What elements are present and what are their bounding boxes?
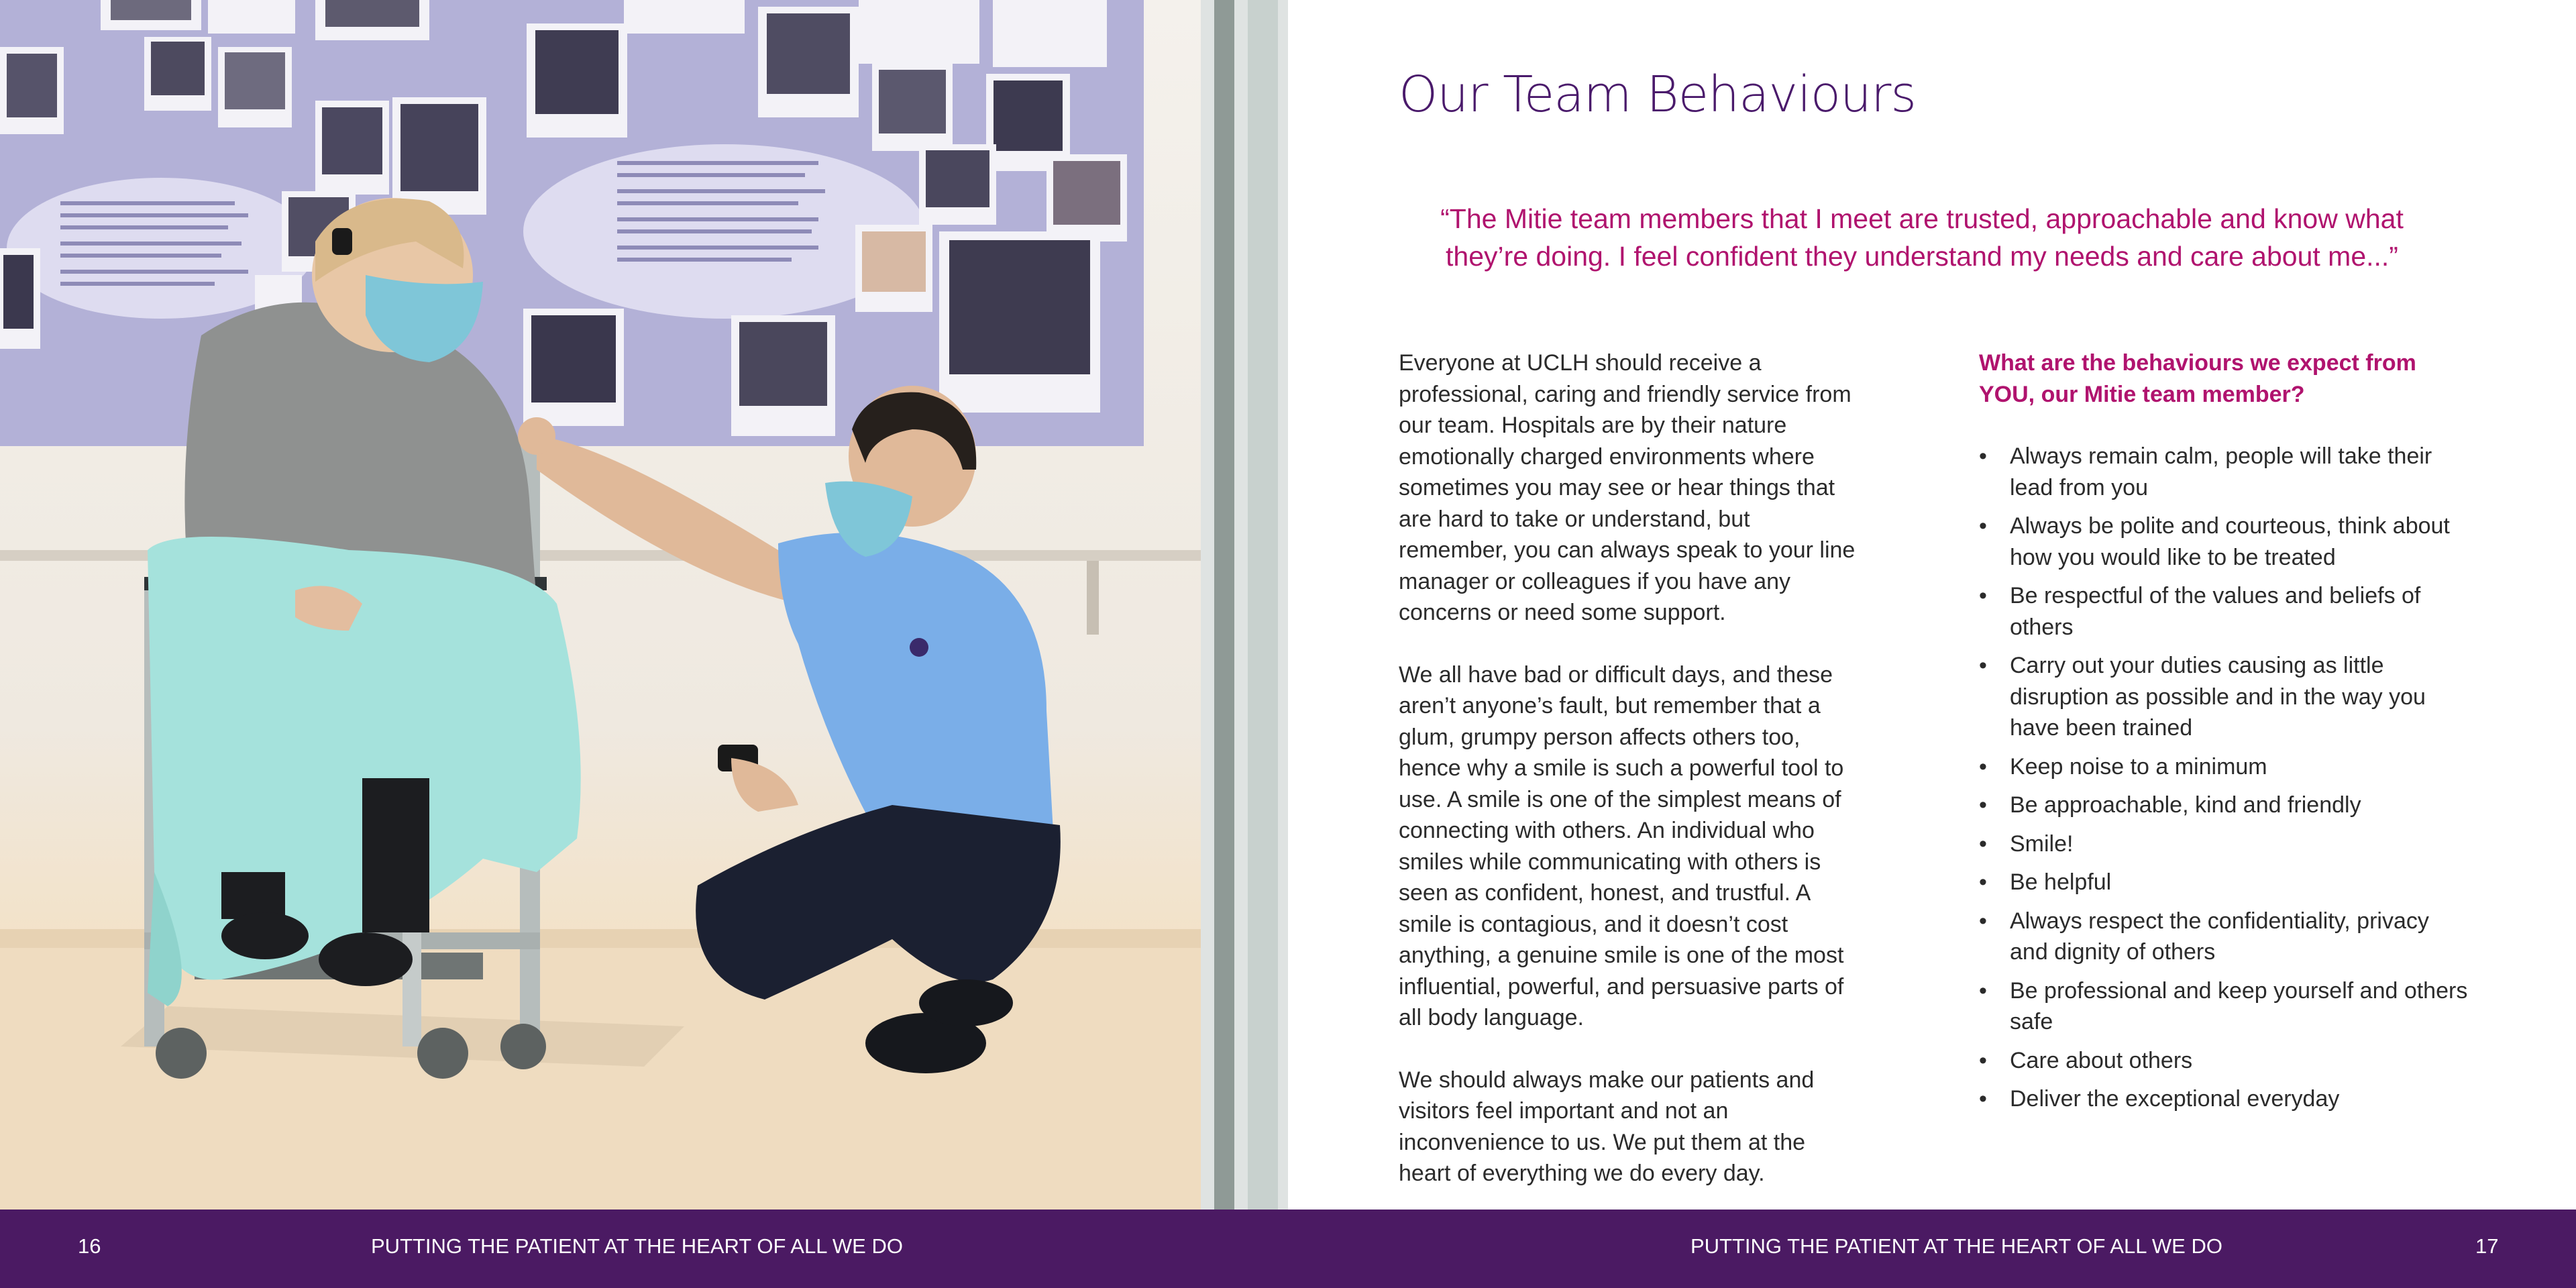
pull-quote: “The Mitie team members that I meet are trusted, approachable and know what they’re doing. I feel confident they understand my needs and care about me...” [1440, 203, 2404, 272]
behaviour-item: • Be helpful [1979, 867, 2469, 898]
body-text-column [1399, 347, 1862, 1220]
behaviour-item: • Be professional and keep yourself and others safe [1979, 975, 2469, 1038]
behaviour-item: • Be respectful of the values and beliefs of others [1979, 580, 2469, 643]
behaviour-item: • Carry out your duties causing as little disruption as possible and in the way you have been trained [1979, 650, 2469, 744]
body-paragraph: Everyone at UCLH should receive a professional, caring and friendly service from our team. Hospitals are by their nature emotionally charged environments where sometimes you may see or hear things that are hard to take or understand, but remember, you can always speak to your line manager or colleagues if you have any concerns or need some support. [1399, 350, 1856, 625]
hospital-photo [0, 0, 1288, 1210]
behaviour-item: • Care about others [1979, 1045, 2469, 1077]
footer-bar [0, 1210, 2576, 1288]
behaviours-heading: What are the behaviours we expect from YOU, our Mitie team member? [1979, 350, 2416, 407]
photo-illustration [0, 0, 1288, 1210]
footer-tagline-left: PUTTING THE PATIENT AT THE HEART OF ALL WE DO [371, 1234, 903, 1258]
behaviour-item: • Be approachable, kind and friendly [1979, 790, 2469, 821]
body-paragraph: We all have bad or difficult days, and these aren’t anyone’s fault, but remember that a glum, grumpy person affects others too, hence why a smile is such a powerful tool to use. A smile is one of the simplest means of connecting with others. An individual who smiles while communicating with others is seen as confident, honest, and trustful. A smile is contagious, and it doesn’t cost anything, a genuine smile is one of the most influential, powerful, and persuasive parts of all body language. [1399, 661, 1844, 1030]
window-glass [1248, 0, 1278, 1210]
behaviour-item: • Always be polite and courteous, think about how you would like to be treated [1979, 511, 2469, 573]
footer-tagline-right: PUTTING THE PATIENT AT THE HEART OF ALL WE DO [1690, 1234, 2222, 1258]
behaviours-column [1979, 347, 2469, 1122]
handrail-bracket [1087, 561, 1099, 635]
behaviours-list [1979, 441, 2469, 1115]
behaviour-item: • Always respect the confidentiality, privacy and dignity of others [1979, 906, 2469, 968]
page-title: Our Team Behaviours [1399, 66, 1916, 123]
behaviour-item: • Deliver the exceptional everyday [1979, 1083, 2469, 1115]
behaviour-item: • Always remain calm, people will take their lead from you [1979, 441, 2469, 503]
behaviour-item: • Keep noise to a minimum [1979, 751, 2469, 783]
body-paragraph: We should always make our patients and visitors feel important and not an inconvenience to us. We put them at the heart of everything we do every day. [1399, 1067, 1815, 1186]
page-number-left: 16 [78, 1234, 101, 1258]
window-post [1214, 0, 1234, 1210]
behaviour-item: • Smile! [1979, 828, 2469, 860]
page-number-right: 17 [2475, 1234, 2499, 1258]
right-page [1288, 0, 2576, 1210]
